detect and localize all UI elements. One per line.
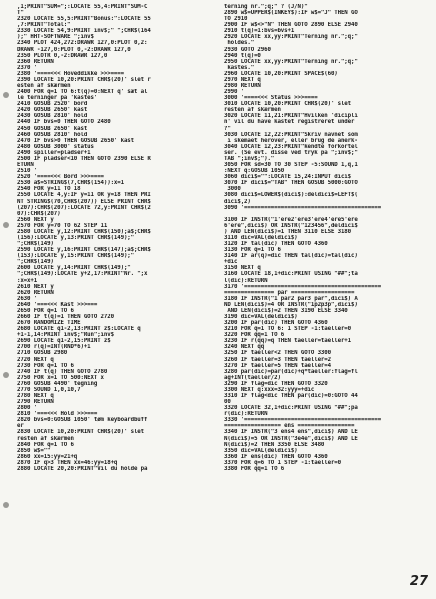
code-line: 2870 IF q>3 THEN xx=46:yy=18+q [17, 459, 118, 466]
code-line: 2990 ' [224, 89, 245, 96]
code-line: :x=x+1 [17, 277, 38, 284]
code-line: 3000 '====<<< Status >>>==== [224, 95, 318, 102]
code-line: +1-1,14:PRINT inv$;"Run";inv$ [17, 332, 114, 339]
code-line: 2770 SOUND 1,0,10,7 [17, 386, 81, 393]
code-line: 3310 IF flag<dic THEN par(dic)=0:GOTO 44 [224, 393, 358, 399]
code-line: ND LEN(dici$)=4 OR INSTR("1p2p3p",dici$) [224, 301, 358, 308]
code-line: =============== par =================== [224, 289, 355, 296]
binder-holes [3, 0, 11, 599]
code-line: 2560 NEXT y [17, 216, 54, 223]
code-line: 2630 ' [17, 295, 38, 302]
code-line: 2490 spiller=pladser+1 [17, 149, 91, 156]
code-line: 2760 GOSUB 4490' tegning [17, 380, 98, 387]
code-line: ag+INT(taeller/2) [224, 374, 281, 381]
code-line: 2520 '====<<< Bord >>>==== [17, 174, 104, 181]
code-line: +dic [224, 259, 238, 266]
code-line: 2460 GOSUB 2810' hold [17, 131, 88, 138]
code-line: 3190 dic=VAL(deldici$) [224, 313, 298, 320]
code-line: 2890 w$=UPPER$(INKEY$):IF w$="J" THEN GO [224, 10, 358, 17]
punch-hole-icon [3, 92, 9, 98]
code-line: 2900 IF w$<>"N" THEN GOTO 2890 ELSE 2940 [224, 22, 358, 29]
code-line: 2540 FOR y=11 TO 18 [17, 186, 81, 193]
code-line: 2530 a$=STRING$(7,CHR$(154)):x=1 [17, 180, 124, 187]
code-line: 3380 FOR qq=1 TO 6 [224, 465, 285, 472]
code-line: 2350 PLOTR 0,-2:DRAWR 127,0 [17, 52, 108, 59]
code-line: 3330 '========================================= [224, 417, 382, 424]
code-line: 2980 RETURN [224, 83, 261, 90]
code-line: 2590 LOCATE y,16:PRINT CHR$(147);a$;CHR$ [17, 247, 151, 254]
code-line: 2330 LOCATE 54,9:PRINT inv$;" ";CHR$(164 [17, 28, 151, 35]
code-line: 2550 LOCATE 4,y:IF y=11 OR y=18 THEN PRI [17, 192, 151, 199]
code-line: resten af skærmen [224, 107, 281, 114]
code-line: 3020 LOCATE 11,21:PRINT"Hvilken 'dicipli [224, 113, 358, 120]
code-line: 2510 ' [17, 168, 38, 175]
code-line: 2620 RETURN [17, 289, 54, 296]
code-line: er [17, 423, 24, 430]
code-line: n' vil du have kastet registreret under [224, 119, 355, 126]
code-line: 2570 FOR y=70 TO 62 STEP 11 [17, 222, 108, 229]
code-line: 2500 IF pladser<10 THEN GOTO 2390 ELSE R [17, 155, 151, 162]
code-line: 2650 FOR q=1 TO 6 [17, 307, 74, 314]
punch-hole-icon [3, 222, 9, 228]
code-line: 2750 FOR x=1 TO 500:NEXT x [17, 374, 104, 381]
code-line: ?" [224, 125, 231, 132]
code-line: 2970 NEXT q [224, 76, 261, 83]
code-line: 3140 IF ar(q)=dic THEN tal(dic)=tal(dic) [224, 253, 358, 260]
code-line: (207):CHR$(207):LOCATE 72,y:PRINT CHR$(2 [17, 204, 151, 211]
code-line: 3050 FOR sd=30 TO 30 STEP -5:SOUND 1,q,1 [224, 162, 358, 169]
code-line: ================= ens ================= [224, 423, 355, 430]
code-line: 3040 LOCATE 12,23:PRINT"kendte forkortel [224, 143, 358, 150]
code-line: 2800 ' [17, 405, 38, 412]
code-line: 3320 LOCATE 32,1+dic:PRINT USING "##";pa [224, 405, 358, 412]
code-line: ,7:PRINT"Total:" [17, 22, 71, 29]
code-line: N(dici$)=2 THEN 3350 ELSE 3480 [224, 441, 325, 448]
code-line: );" HHT-SOFTWARE ";inv$ [17, 34, 94, 41]
code-line: ) AND LEN(dici$)=1 THEN 3110 ELSE 3180 [224, 228, 351, 235]
code-line: 3260 IF taeller=3 THEN taeller=2 [224, 356, 331, 363]
code-line: 2400 FOR q=1 TO 6:t(q)=0:NEXT q' sæt al [17, 89, 148, 96]
code-line: 2730 FOR q=1 TO 6 [17, 362, 74, 369]
code-line: 3290 IF flag=dic THEN GOTO 3320 [224, 380, 328, 387]
code-line: 3080 dici$=LOWER$(dici$):deldici$=LEFT$( [224, 192, 358, 199]
code-line: 2480 GOSUB 3000' status [17, 143, 94, 150]
code-line: 3160 LOCATE 18,1+dic:PRINT USING "##";ta [224, 271, 358, 278]
code-line: 2930 GOTO 2960 [224, 46, 271, 53]
code-line: 2940 t(q)=0 [224, 52, 261, 59]
code-line: 2920 LOCATE xx,yy:PRINT"Terning nr.";q;" [224, 34, 358, 41]
code-line: ETURN [17, 162, 34, 169]
code-line: 2840 FOR q=1 TO 6 [17, 441, 74, 448]
code-line: 2710 GOSUB 2980 [17, 350, 68, 357]
code-line: 3230 IF r(qq)=q THEN taeller=taeller+1 [224, 338, 351, 345]
code-line: 2720 NEXT q [17, 356, 54, 363]
code-line: 3240 NEXT qq [224, 344, 265, 351]
code-line: 2830 LOCATE 10,20:PRINT CHR$(20)' slet [17, 429, 144, 436]
code-line: 2880 LOCATE 20,20:PRINT"Vil du holde på [17, 465, 148, 472]
code-line: (153):LOCATE y,15:PRINT CHR$(149);" [17, 253, 134, 260]
code-line: 2690 LOCATE q1-2,15:PRINT z$ [17, 338, 111, 345]
code-line: (156):LOCATE y,13:PRINT CHR$(149);" [17, 234, 134, 241]
code-line: 3360 IF ens(dic) THEN GOTO 4360 [224, 453, 328, 460]
code-line: ser. (Se evt. disse ved tryk på ";inv$;" [224, 149, 358, 156]
code-line: 2430 GOSUB 2810' hold [17, 113, 88, 120]
code-line: 2410 GOSUB 2520' bord [17, 101, 88, 108]
code-line: 2470 IF bvs>0 THEN GOSUB 2650' kast [17, 137, 134, 144]
code-line: 2670 RANDOMIZE TIME [17, 320, 81, 327]
code-line: AND LEN(dici$)=2 THEN 3190 ELSE 3340 [224, 307, 348, 314]
code-line: ,1;PRINT"SUM=";:LOCATE 55,4:PRINT"SUM-C [17, 4, 148, 10]
code-line: 3120 IF tal(dic) THEN GOTO 4360 [224, 241, 328, 248]
code-line: 3130 FOR q=1 TO 6 [224, 247, 281, 254]
code-line: ";CHR$(149):LOCATE y+2,17:PRINT"Nr. ";x [17, 271, 148, 278]
code-line: 3180 IF INSTR("1 par2 par3 par",dici$) A [224, 295, 358, 302]
code-line: 2580 LOCATE y,12:PRINT CHR$(150);a$;CHR$ [17, 228, 151, 235]
code-line: 2700 r(q)=INT(RND*6)+1 [17, 344, 91, 351]
code-line: 2950 LOCATE xx,yy:PRINT"Terning nr.";q;" [224, 58, 358, 65]
code-line: 2640 '===<<< Kast >>>=== [17, 301, 98, 308]
code-line: 2380 '====<<< Hoveddikke >>>==== [17, 70, 124, 77]
code-line: :NEXT q:GOSUB 1050 [224, 168, 285, 175]
listing-left-column [17, 4, 217, 472]
code-line: 3280 par(dic)=par(dic)+q*taeller:flag=fl [224, 368, 358, 375]
code-line: 6'ere",dici$) OR INSTR("123456",deldici$ [224, 222, 358, 229]
code-line: 3200 IF par(dic) THEN GOTO 4360 [224, 320, 328, 327]
code-line: 3210 FOR q=1 TO 6: 1 STEP -1:taeller=0 [224, 326, 351, 333]
code-line: 3060 dici$="":LOCATE 15,24:INPUT dici$ [224, 174, 351, 181]
code-line: i skemaet herover, eller brug de anerk- [224, 137, 358, 144]
code-line: 2320 LOCATE 55,5:PRINT"Bonus:":LOCATE 55 [17, 16, 151, 23]
code-line: 3150 NEXT q [224, 265, 261, 272]
code-line: 2850 w$="" [17, 447, 51, 454]
code-line: r(dic):RETURN [224, 411, 268, 418]
listing-right-column [224, 4, 429, 472]
code-line: 3350 dic=VAL(deldici$) [224, 447, 298, 454]
code-line: 2860 xx=15:yy=21+q [17, 453, 78, 460]
code-line: NT STRING$(70,CHR$(207)) ELSE PRINT CHR$ [17, 198, 151, 205]
code-line: 3030 LOCATE 12,22:PRINT"Skriv navnet som [224, 131, 358, 138]
code-line: dici$,2) [224, 198, 251, 205]
code-line: T" [17, 10, 24, 17]
code-line: 2680 LOCATE q1-2,13:PRINT z$:LOCATE q [17, 326, 141, 333]
code-line: 3220 FOR qq=1 TO 6 [224, 332, 285, 339]
code-line: 2360 RETURN [17, 58, 54, 65]
code-line: 3110 dic=VAL(deldici$) [224, 234, 298, 241]
code-line: esten af skærmen [17, 83, 71, 90]
code-line: 07):CHR$(207) [17, 210, 61, 217]
code-line: 2440 IF bvs=0 THEN GOTO 2480 [17, 119, 111, 126]
code-line: 2370 ' [17, 64, 38, 71]
code-line: 00 [224, 399, 231, 406]
code-line: N(dici$)=5 OR INSTR("3e4e",dici$) AND LE [224, 435, 358, 442]
code-line: 2390 LOCATE 10,20:PRINT CHR$(20)' slet r [17, 76, 151, 83]
code-line: resten af skærmen [17, 435, 74, 442]
code-line: 2910 t(q)=1:bvs=bvs+1 [224, 28, 295, 35]
punch-hole-icon [3, 372, 9, 378]
code-line: 2600 LOCATE y,14:PRINT CHR$(149);" [17, 265, 131, 272]
code-line: 2960 LOCATE 10,20:PRINT SPACE$(60) [224, 70, 338, 77]
code-line: 2420 GOSUB 2650' kast [17, 107, 88, 114]
code-line: l(dic):RETURN [224, 277, 268, 284]
code-line: terning nr.";q;" ? (J/N)" [224, 4, 308, 10]
code-line: TAB ";inv$;")." [224, 155, 275, 162]
code-line: 3090 '========================================= [224, 204, 382, 211]
code-line: 3250 IF taeller<2 THEN GOTO 3300 [224, 350, 331, 357]
code-line: 3300 NEXT q:xxx=32:yyy=+dic [224, 386, 315, 393]
code-line: 3100 IF INSTR("1'ere2'ere3'ere4'ere5'ere [224, 216, 358, 223]
code-line: le terninger på 'kastes' [17, 95, 98, 102]
code-line: 3010 LOCATE 10,20:PRINT CHR$(20)' slet [224, 101, 351, 108]
code-line: 2660 IF t(q)=1 THEN GOTO 2720 [17, 313, 114, 320]
code-line: 3000 [224, 186, 241, 193]
code-line: ";CHR$(149) [17, 259, 54, 266]
code-line: ";CHR$(149) [17, 241, 54, 248]
page-number: 27 [409, 574, 428, 589]
code-line: 2820 bvs=0:GOSUB 1050' tøm keyboardbuff [17, 417, 148, 424]
code-line: DRAWR -127,0:PLOT 0,-2:DRAWR 127,0 [17, 46, 131, 53]
code-line: 2790 RETURN [17, 399, 54, 406]
code-line: holdes." [224, 40, 255, 47]
code-line: 3370 FOR q=6 TO 1 STEP -1:taeller=0 [224, 459, 341, 466]
code-line: 2610 NEXT y [17, 283, 54, 290]
code-line: 3270 IF taeller=5 THEN taeller=4 [224, 362, 331, 369]
code-line: 2340 PLOT 424,272:DRAWR 127,0:PLOT 0,2: [17, 40, 148, 47]
code-line: 3070 IF dici$="TAB" THEN GOSUB 5000:GOTO [224, 180, 358, 187]
code-line: 2810 '===<<< Hold >>>=== [17, 411, 98, 418]
punch-hole-icon [3, 502, 9, 508]
code-line: 2780 NEXT q [17, 393, 54, 399]
code-line: 3340 IF INSTR("3 ens4 ens",dici$) AND LE [224, 429, 358, 436]
code-line: TO 2910 [224, 16, 248, 23]
code-line: 2450 GOSUB 2650' kast [17, 125, 88, 132]
code-line: kastes." [224, 64, 255, 71]
code-line: 2740 IF t(q) THEN GOTO 2780 [17, 368, 108, 375]
code-line: 3170 '========================================= [224, 283, 382, 290]
